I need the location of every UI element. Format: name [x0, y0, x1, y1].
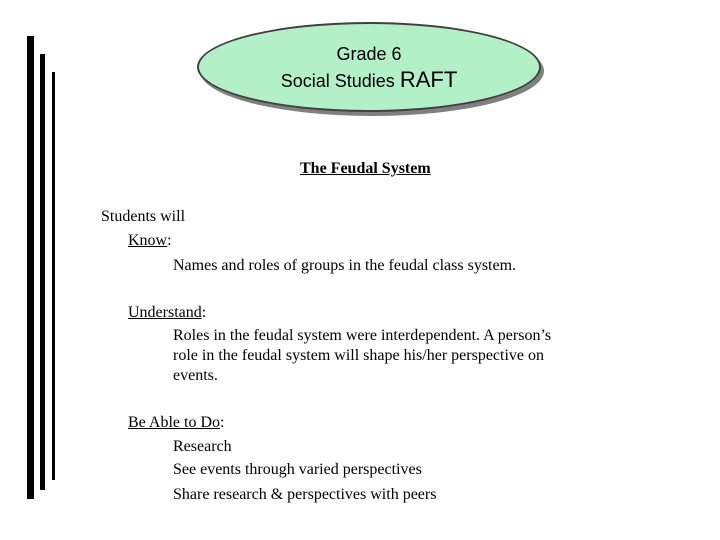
- understand-body-line-1: Roles in the feudal system were interdependent. A person’s: [173, 327, 552, 344]
- know-heading-label: Know: [128, 232, 168, 249]
- know-body-line-1: Names and roles of groups in the feudal class system.: [173, 257, 517, 274]
- know-colon: :: [167, 232, 172, 249]
- know-heading: [128, 231, 172, 250]
- decorative-bar-2: [40, 54, 45, 490]
- able-heading-label: Be Able to Do: [128, 414, 220, 431]
- raft-label: RAFT: [399, 66, 458, 92]
- subject-label: [281, 67, 458, 94]
- understand-colon: :: [201, 304, 207, 321]
- subject-text: Social Studies: [280, 70, 400, 91]
- intro-text: Students will: [101, 208, 186, 225]
- understand-heading-label: Understand: [128, 304, 202, 321]
- understand-body-line-3: events.: [173, 367, 218, 384]
- understand-heading: [128, 303, 206, 322]
- decorative-bar-3: [52, 72, 55, 480]
- grade-label: Grade 6: [336, 43, 402, 64]
- page-title: The Feudal System: [300, 160, 431, 177]
- header-oval: [197, 22, 541, 112]
- able-colon: :: [220, 414, 225, 431]
- able-body-line-1: Research: [173, 438, 232, 455]
- able-body-line-3: Share research & perspectives with peers: [173, 486, 437, 503]
- able-heading: [128, 413, 224, 432]
- able-body-line-2: See events through varied perspectives: [173, 461, 422, 478]
- decorative-bar-1: [27, 36, 34, 499]
- understand-body-line-2: role in the feudal system will shape his/her perspective on: [173, 347, 545, 364]
